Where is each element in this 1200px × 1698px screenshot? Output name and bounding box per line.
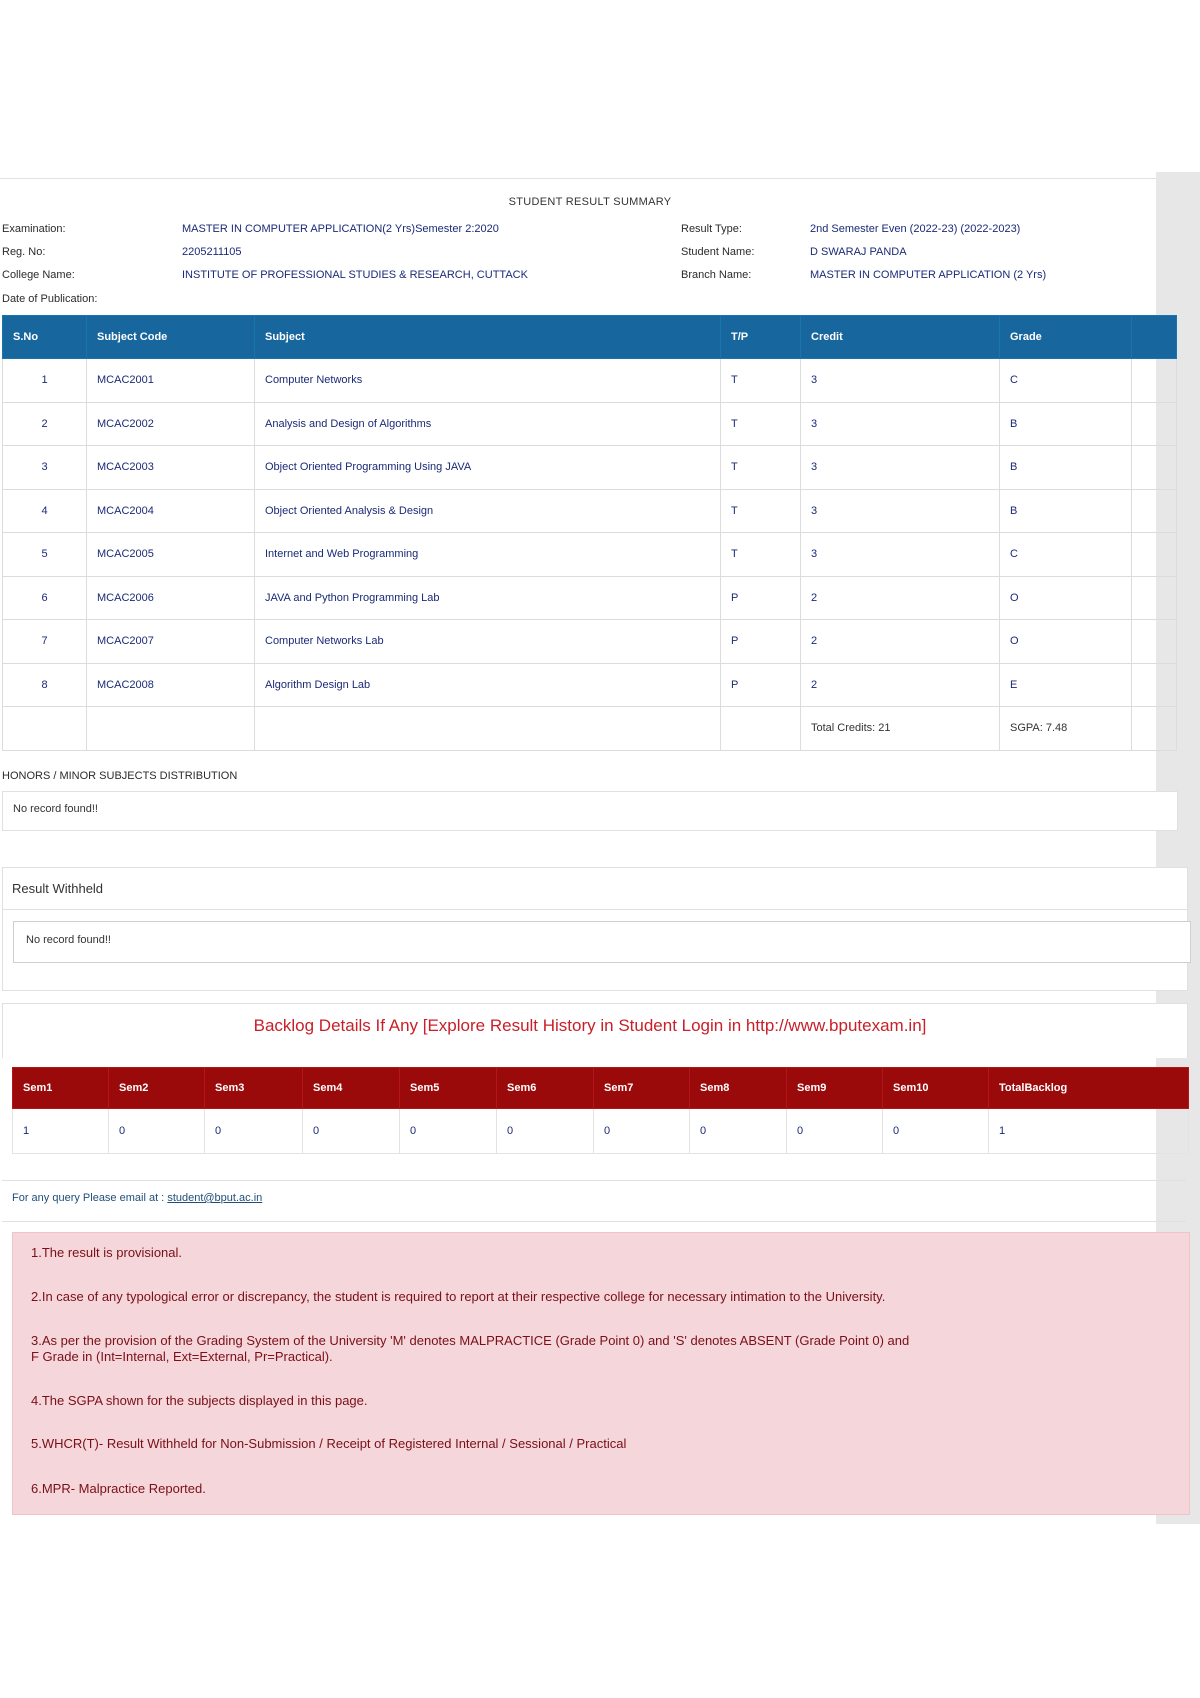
- backlog-header-row: [13, 1068, 1189, 1109]
- col-grade: Grade: [1000, 316, 1132, 359]
- col-credit: Credit: [801, 316, 1000, 359]
- col-sem10: Sem10: [883, 1068, 989, 1109]
- honors-heading: HONORS / MINOR SUBJECTS DISTRIBUTION: [2, 770, 238, 782]
- backlog-title: Backlog Details If Any [Explore Result History in Student Login in http://www.bputexam.in]: [253, 1016, 927, 1035]
- cell-empty: [1132, 489, 1177, 533]
- cell-empty: [255, 707, 721, 751]
- regno-label: Reg. No:: [2, 246, 46, 258]
- withheld-divider: [3, 909, 1187, 910]
- cell-grade: B: [1000, 446, 1132, 490]
- cell-empty: [1132, 620, 1177, 664]
- cell-tp: P: [721, 620, 801, 664]
- note-2: 2.In case of any typological error or discrepancy, the student is required to report at their respective college for necessary intimation to the University.: [31, 1289, 886, 1304]
- note-3-continued: F Grade in (Int=Internal, Ext=External, Pr=Practical).: [31, 1349, 333, 1364]
- pubdate-label: Date of Publication:: [2, 293, 98, 305]
- col-sem2: Sem2: [109, 1068, 205, 1109]
- col-tp: T/P: [721, 316, 801, 359]
- cell-credit: 3: [801, 359, 1000, 403]
- honors-message: No record found!!: [13, 803, 98, 815]
- cell-credit: 3: [801, 446, 1000, 490]
- cell-grade: E: [1000, 663, 1132, 707]
- page-title: STUDENT RESULT SUMMARY: [508, 196, 672, 208]
- cell-code: MCAC2003: [87, 446, 255, 490]
- branch-label: Branch Name:: [681, 269, 752, 281]
- cell-empty: [1132, 533, 1177, 577]
- note-3: 3.As per the provision of the Grading System of the University 'M' denotes MALPRACTICE (Grade Point 0) and 'S' denotes ABSENT (Grade Point 0) and: [31, 1333, 910, 1348]
- col-subject: Subject: [255, 316, 721, 359]
- table-row: [3, 359, 1177, 403]
- cell-tp: T: [721, 359, 801, 403]
- col-sno: S.No: [3, 316, 87, 359]
- total-credits: Total Credits: 21: [801, 707, 1000, 751]
- result-table-header: [3, 316, 1177, 359]
- studentname-value: D SWARAJ PANDA: [810, 246, 907, 258]
- cell-sno: 5: [3, 533, 87, 577]
- cell-subject: JAVA and Python Programming Lab: [255, 576, 721, 620]
- cell-empty: [3, 707, 87, 751]
- cell-empty: [1132, 707, 1177, 751]
- table-row: [3, 402, 1177, 446]
- resulttype-label: Result Type:: [681, 223, 742, 235]
- cell-subject: Computer Networks Lab: [255, 620, 721, 664]
- cell-grade: O: [1000, 620, 1132, 664]
- col-sem6: Sem6: [497, 1068, 594, 1109]
- backlog-table: [12, 1067, 1189, 1154]
- cell-sno: 1: [3, 359, 87, 403]
- cell-sno: 2: [3, 402, 87, 446]
- cell-credit: 3: [801, 489, 1000, 533]
- examination-label: Examination:: [2, 223, 66, 235]
- cell-code: MCAC2005: [87, 533, 255, 577]
- cell-code: MCAC2008: [87, 663, 255, 707]
- withheld-inner-box: [13, 921, 1191, 963]
- note-5: 5.WHCR(T)- Result Withheld for Non-Submission / Receipt of Registered Internal / Sessional / Practical: [31, 1436, 627, 1451]
- table-row: [3, 446, 1177, 490]
- col-sem3: Sem3: [205, 1068, 303, 1109]
- cell-grade: C: [1000, 533, 1132, 577]
- cell-tp: P: [721, 663, 801, 707]
- cell-code: MCAC2006: [87, 576, 255, 620]
- cell-grade: C: [1000, 359, 1132, 403]
- totals-row: [3, 707, 1177, 751]
- cell-subject: Internet and Web Programming: [255, 533, 721, 577]
- cell-subject: Algorithm Design Lab: [255, 663, 721, 707]
- cell-empty: [87, 707, 255, 751]
- cell-empty: [1132, 576, 1177, 620]
- table-row: [3, 489, 1177, 533]
- cell-sno: 8: [3, 663, 87, 707]
- query-text: For any query Please email at :: [12, 1192, 165, 1204]
- table-row: [3, 620, 1177, 664]
- branch-value: MASTER IN COMPUTER APPLICATION (2 Yrs): [810, 269, 1047, 281]
- cell-sno: 4: [3, 489, 87, 533]
- college-label: College Name:: [2, 269, 75, 281]
- cell-sem3: 0: [205, 1109, 303, 1154]
- col-sem1: Sem1: [13, 1068, 109, 1109]
- cell-empty: [1132, 446, 1177, 490]
- regno-value: 2205211105: [182, 246, 242, 258]
- studentname-label: Student Name:: [681, 246, 755, 258]
- cell-tp: T: [721, 489, 801, 533]
- cell-sno: 3: [3, 446, 87, 490]
- cell-sem9: 0: [787, 1109, 883, 1154]
- cell-credit: 2: [801, 663, 1000, 707]
- cell-sem8: 0: [690, 1109, 787, 1154]
- withheld-heading: Result Withheld: [12, 881, 104, 896]
- cell-subject: Object Oriented Analysis & Design: [255, 489, 721, 533]
- college-value: INSTITUTE OF PROFESSIONAL STUDIES & RESEARCH, CUTTACK: [182, 269, 528, 281]
- cell-tp: T: [721, 446, 801, 490]
- cell-empty: [1132, 402, 1177, 446]
- cell-sem1: 1: [13, 1109, 109, 1154]
- col-sem7: Sem7: [594, 1068, 690, 1109]
- backlog-row: [13, 1109, 1189, 1154]
- col-sem8: Sem8: [690, 1068, 787, 1109]
- col-total-backlog: TotalBacklog: [989, 1068, 1189, 1109]
- col-empty: [1132, 316, 1177, 359]
- resulttype-value: 2nd Semester Even (2022-23) (2022-2023): [810, 223, 1021, 235]
- cell-credit: 2: [801, 620, 1000, 664]
- cell-empty: [1132, 663, 1177, 707]
- withheld-message: No record found!!: [26, 934, 111, 946]
- result-table: [2, 315, 1177, 751]
- cell-empty: [1132, 359, 1177, 403]
- top-divider: [0, 178, 1156, 179]
- cell-sem7: 0: [594, 1109, 690, 1154]
- cell-credit: 3: [801, 402, 1000, 446]
- note-6: 6.MPR- Malpractice Reported.: [31, 1481, 206, 1496]
- cell-grade: O: [1000, 576, 1132, 620]
- cell-credit: 3: [801, 533, 1000, 577]
- cell-sem10: 0: [883, 1109, 989, 1154]
- cell-code: MCAC2002: [87, 402, 255, 446]
- cell-sem4: 0: [303, 1109, 400, 1154]
- cell-total-backlog: 1: [989, 1109, 1189, 1154]
- cell-empty: [721, 707, 801, 751]
- cell-credit: 2: [801, 576, 1000, 620]
- table-row: [3, 533, 1177, 577]
- note-4: 4.The SGPA shown for the subjects displayed in this page.: [31, 1393, 368, 1408]
- cell-sno: 6: [3, 576, 87, 620]
- table-row: [3, 663, 1177, 707]
- honors-box: [2, 791, 1178, 831]
- cell-tp: P: [721, 576, 801, 620]
- query-line: [12, 1192, 262, 1204]
- cell-sem2: 0: [109, 1109, 205, 1154]
- cell-code: MCAC2007: [87, 620, 255, 664]
- cell-tp: T: [721, 402, 801, 446]
- cell-subject: Analysis and Design of Algorithms: [255, 402, 721, 446]
- note-1: 1.The result is provisional.: [31, 1245, 183, 1260]
- col-sem4: Sem4: [303, 1068, 400, 1109]
- col-sem5: Sem5: [400, 1068, 497, 1109]
- query-email-link[interactable]: student@bput.ac.in: [167, 1192, 263, 1204]
- cell-sem6: 0: [497, 1109, 594, 1154]
- cell-code: MCAC2001: [87, 359, 255, 403]
- cell-grade: B: [1000, 402, 1132, 446]
- col-sem9: Sem9: [787, 1068, 883, 1109]
- examination-value: MASTER IN COMPUTER APPLICATION(2 Yrs)Semester 2:2020: [182, 223, 499, 235]
- sgpa-value: SGPA: 7.48: [1000, 707, 1132, 751]
- cell-sem5: 0: [400, 1109, 497, 1154]
- cell-tp: T: [721, 533, 801, 577]
- cell-sno: 7: [3, 620, 87, 664]
- withheld-panel: [2, 867, 1188, 991]
- cell-code: MCAC2004: [87, 489, 255, 533]
- notes-panel: [12, 1232, 1190, 1515]
- col-subject-code: Subject Code: [87, 316, 255, 359]
- table-row: [3, 576, 1177, 620]
- cell-grade: B: [1000, 489, 1132, 533]
- cell-subject: Object Oriented Programming Using JAVA: [255, 446, 721, 490]
- cell-subject: Computer Networks: [255, 359, 721, 403]
